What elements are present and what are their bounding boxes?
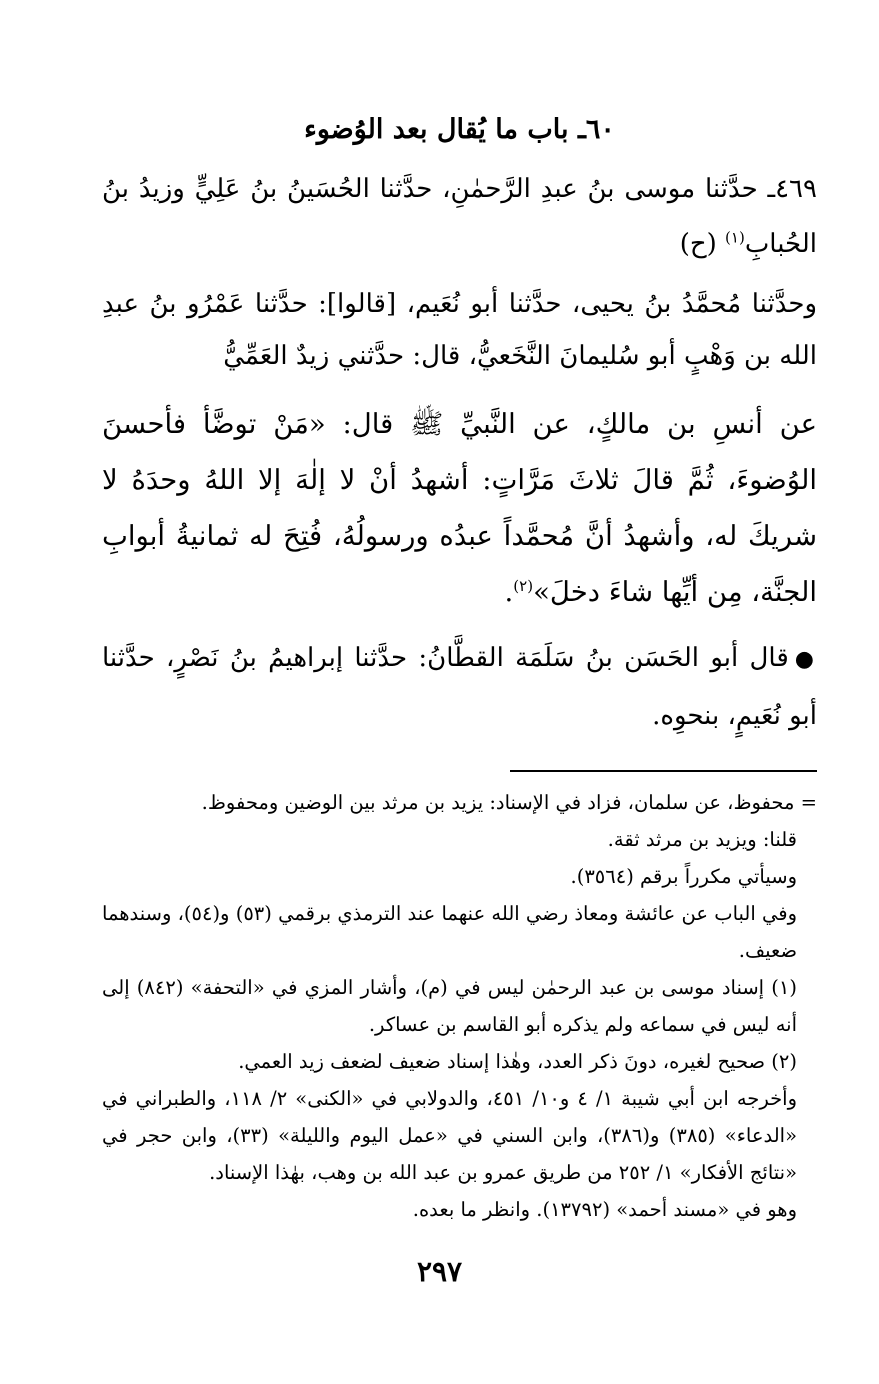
footnote-separator [510,770,817,772]
footnote-2: (٢) صحيح لغيره، دونَ ذكر العدد، وهٰذا إسناد ضعيف لضعف زيد العمي. [238,1050,797,1073]
hadith-chain-text: ٤٦٩ـ حدَّثنا موسى بنُ عبدِ الرَّحمٰنِ، حدَّثنا الحُسَينُ بنُ عَلِيٍّ وزيدُ بنُ الحُبابِ [102,174,817,259]
hadith-matn-text: عن أنسِ بن مالكٍ، عن النَّبيِّ ﷺ قال: «مَنْ توضَّأ فأحسنَ الوُضوءَ، ثُمَّ قالَ ثلاثَ مَرَّاتٍ: أشهدُ أنْ لا إلٰهَ إلا اللهُ وحدَهُ لا شريكَ له، وأشهدُ أنَّ مُحمَّداً عبدُه ورسولُهُ، فُتِحَ له ثمانيةُ أبوابِ الجنَّة، مِن أيِّها شاءَ دخلَ» [102,408,817,608]
page-number: ٢٩٧ [416,1255,463,1288]
hadith-chain-paragraph [102,162,817,272]
narrator-note-paragraph [102,630,817,744]
footnote-ref-2: (٢) [513,576,534,595]
footnote-line: وهو في «مسند أحمد» (١٣٧٩٢). وانظر ما بعده. [412,1198,797,1221]
footnote-ref-1: (١) [725,228,745,247]
hadith-chain-end: (ح) [679,229,726,259]
hadith-matn-end: . [504,576,514,608]
footnote-continuation: = محفوظ، عن سلمان، فزاد في الإسناد: يزيد بن مرثد بين الوضين ومحفوظ. [201,791,817,814]
narrator-note-text: قال أبو الحَسَن بنُ سَلَمَة القطَّانُ: حدَّثنا إبراهيمُ بنُ نَصْرٍ، حدَّثنا أبو نُعَيمٍ، بنحوِه. [102,643,817,731]
bullet-icon: ● [794,647,818,672]
hadith-chain-2-paragraph: وحدَّثنا مُحمَّدُ بنُ يحيى، حدَّثنا أبو نُعَيم، [قالوا]: حدَّثنا عَمْرُو بنُ عبدِ الله بن وَهْبٍ أبو سُليمانَ النَّخَعيُّ، قال: حدَّثني زيدٌ العَمِّيُّ [102,289,817,371]
hadith-matn-paragraph [102,396,817,620]
main-text [102,162,817,744]
footnote-line: وأخرجه ابن أبي شيبة ١/ ٤ و١٠/ ٤٥١، والدولابي في «الكنى» ٢/ ١١٨، والطبراني في «الدعاء» (٣٨٥) و(٣٨٦)، وابن السني في «عمل اليوم والليلة» (٣٣)، وابن حجر في «نتائج الأفكار» ١/ ٢٥٢ من طريق عمرو بن عبد الله بن وهب، بهٰذا الإسناد. [102,1087,797,1184]
footnote-line: وسيأتي مكرراً برقم (٣٥٦٤). [570,865,797,888]
footnote-line: وفي الباب عن عائشة ومعاذ رضي الله عنهما عند الترمذي برقمي (٥٣) و(٥٤)، وسندهما ضعيف. [102,902,797,962]
chapter-title: ٦٠ـ باب ما يُقال بعد الوُضوء [304,114,615,145]
footnotes [102,784,817,1228]
footnote-1: (١) إسناد موسى بن عبد الرحمٰن ليس في (م)، وأشار المزي في «التحفة» (٨٤٢) إلى أنه ليس في سماعه ولم يذكره أبو القاسم بن عساكر. [102,976,797,1036]
footnote-line: قلنا: ويزيد بن مرثد ثقة. [607,828,797,851]
